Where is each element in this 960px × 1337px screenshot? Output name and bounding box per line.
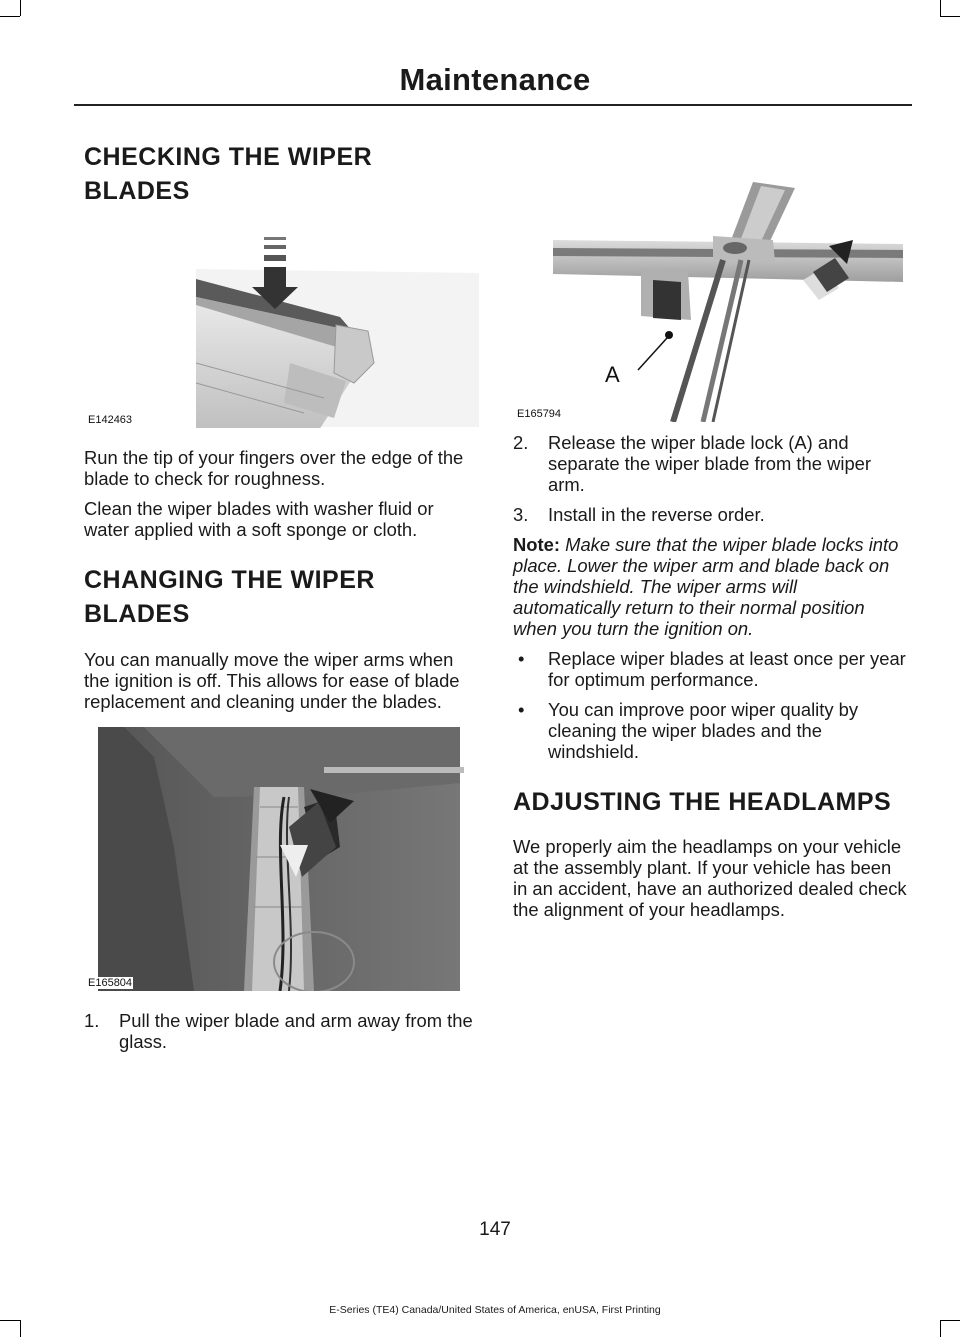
paragraph: Clean the wiper blades with washer fluid or water applied with a soft sponge or cloth. <box>84 498 434 540</box>
page-title: Maintenance <box>399 62 591 97</box>
note: Note: Make sure that the wiper blade locks into place. Lower the wiper arm and blade back on the windshield. The wiper arms will automatically return to their normal position when you turn the ignition on. <box>513 534 899 639</box>
page-number: 147 <box>479 1219 511 1240</box>
right-column <box>513 140 908 920</box>
section-heading: ADJUSTING THE HEADLAMPS <box>513 788 892 816</box>
crop-mark <box>940 0 941 16</box>
crop-mark <box>0 16 20 17</box>
section-heading: CHECKING THE WIPER BLADES <box>84 143 373 205</box>
paragraph: You can manually move the wiper arms when the ignition is off. This allows for ease of blade replacement and cleaning under the blades. <box>84 649 460 712</box>
wiper-arm-figure <box>84 727 479 991</box>
figure-code: E165794 <box>517 408 562 420</box>
wiper-arm-illustration <box>84 727 479 991</box>
paragraph: Run the tip of your fingers over the edge of the blade to check for roughness. <box>84 447 464 489</box>
crop-mark <box>940 1320 960 1321</box>
crop-mark <box>0 1320 20 1321</box>
crop-mark <box>20 0 21 16</box>
section-heading: CHANGING THE WIPER BLADES <box>84 566 375 628</box>
wiper-blade-illustration <box>84 213 479 428</box>
left-column <box>84 140 479 1052</box>
crop-mark <box>940 1320 941 1337</box>
crop-mark <box>940 16 960 17</box>
paragraph: We properly aim the headlamps on your vehicle at the assembly plant. If your vehicle has been in an accident, have an authorized dealed check the alignment of your headlamps. <box>513 836 907 920</box>
wiper-blade-figure <box>84 213 479 428</box>
step-item: 3. Install in the reverse order. <box>513 504 765 525</box>
figure-code: E165804 <box>88 977 133 989</box>
wiper-lock-illustration <box>513 140 908 422</box>
figure-code: E142463 <box>88 414 133 426</box>
step-item: 1. Pull the wiper blade and arm away from the glass. <box>84 1010 473 1052</box>
wiper-lock-figure <box>513 140 908 422</box>
crop-mark <box>20 1320 21 1337</box>
footer-text: E-Series (TE4) Canada/United States of America, enUSA, First Printing <box>329 1304 661 1316</box>
callout-label: A <box>605 362 620 387</box>
bullet-item: • Replace wiper blades at least once per year for optimum performance. <box>518 648 906 690</box>
header-rule <box>74 104 912 106</box>
bullet-item: • You can improve poor wiper quality by cleaning the wiper blades and the windshield. <box>518 699 859 762</box>
step-item: 2. Release the wiper blade lock (A) and separate the wiper blade from the wiper arm. <box>513 432 872 495</box>
